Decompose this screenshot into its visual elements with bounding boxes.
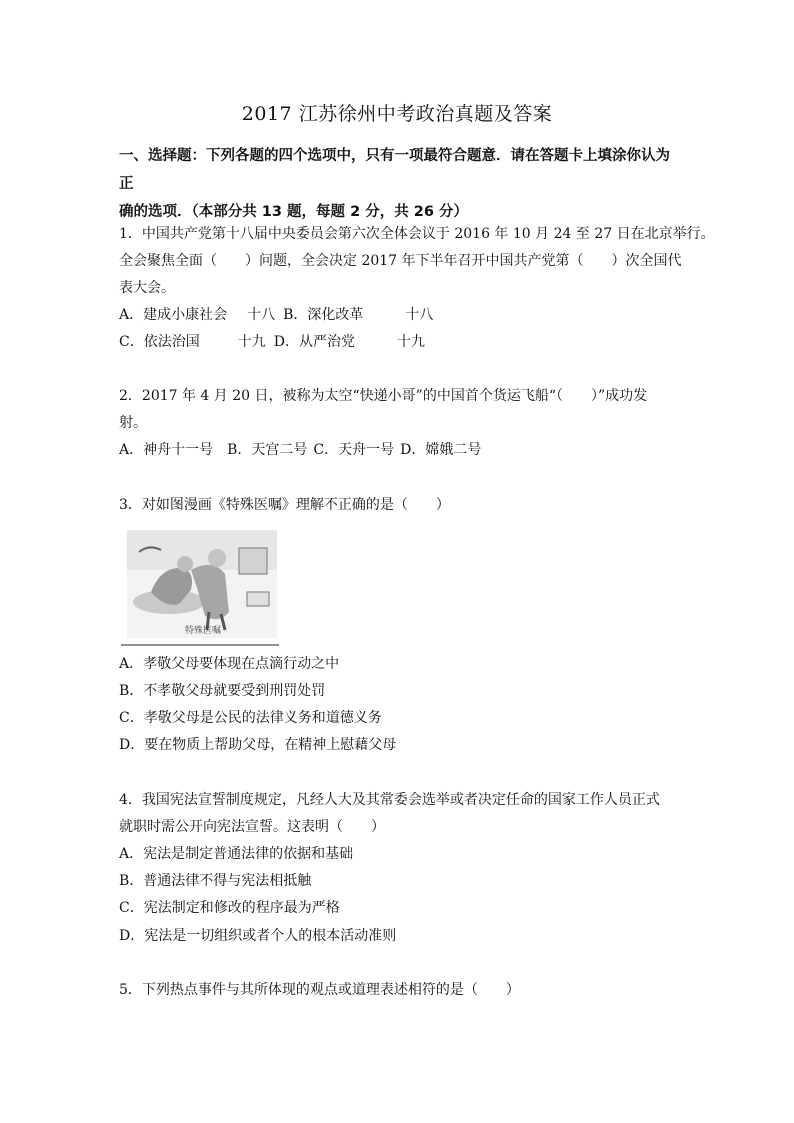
q2-option-a: A．神舟十一号 xyxy=(119,442,214,458)
q4-option-d: D．宪法是一切组织或者个人的根本活动准则 xyxy=(119,928,397,944)
q4-stem-line-1: 4．我国宪法宣誓制度规定，凡经人大及其常委会选举或者决定任命的国家工作人员正式 xyxy=(119,792,660,808)
section-heading-line-2: 确的选项．（本部分共 13 题，每题 2 分，共 26 分） xyxy=(119,204,468,220)
page-title: 2017 江苏徐州中考政治真题及答案 xyxy=(241,103,553,125)
q3-option-a: A．孝敬父母要体现在点滴行动之中 xyxy=(119,656,340,672)
q3-option-c: C．孝敬父母是公民的法律义务和道德义务 xyxy=(119,710,382,726)
section-heading-line-1: 一、选择题：下列各题的四个选项中，只有一项最符合题意．请在答题卡上填涂你认为正 xyxy=(119,148,670,192)
q1-option-b: B．深化改革 xyxy=(283,307,364,323)
q1-option-d-value: 十九 xyxy=(396,334,425,350)
q1-option-a: A．建成小康社会 xyxy=(119,307,228,323)
q1-options-row-2 xyxy=(119,332,425,352)
q1-stem-line-2: 全会聚焦全面（ ）问题，全会决定 2017 年下半年召开中国共产党第（ ）次全国代 xyxy=(119,253,682,269)
q2-option-c: C．天舟一号 xyxy=(313,442,395,458)
q1-option-c: C．依法治国 xyxy=(119,334,200,350)
q3-option-b: B．不孝敬父母就要受到刑罚处罚 xyxy=(119,683,326,699)
section-heading xyxy=(119,142,679,226)
comic-caption: 特殊医嘱 xyxy=(185,626,222,636)
q2-option-d: D．嫦娥二号 xyxy=(400,442,482,458)
q2-options-row xyxy=(119,440,481,460)
q1-option-a-value: 十八 xyxy=(247,307,276,323)
q2-stem-line-1: 2．2017 年 4 月 20 日，被称为太空“快递小哥”的中国首个货运飞船“（ ）”成功发 xyxy=(119,388,648,404)
comic-illustration xyxy=(121,528,279,646)
q3-option-d: D．要在物质上帮助父母，在精神上慰藉父母 xyxy=(119,737,397,753)
q1-stem-line-3: 表大会。 xyxy=(119,280,175,296)
q5-stem: 5．下列热点事件与其所体现的观点或道理表述相符的是（ ） xyxy=(119,982,520,998)
q1-option-b-value: 十八 xyxy=(405,307,434,323)
q4-stem-line-2: 就职时需公开向宪法宣誓。这表明（ ） xyxy=(119,819,385,835)
q2-option-b: B．天宫二号 xyxy=(227,442,308,458)
q4-option-b: B．普通法律不得与宪法相抵触 xyxy=(119,873,312,889)
q4-option-a: A．宪法是制定普通法律的依据和基础 xyxy=(119,846,354,862)
q1-option-d: D．从严治党 xyxy=(273,334,355,350)
q1-option-c-value: 十九 xyxy=(237,334,266,350)
q1-options-row-1 xyxy=(119,305,433,325)
q1-stem-line-1: 1．中国共产党第十八届中央委员会第六次全体会议于 2016 年 10 月 24 至 27 日在北京举行。 xyxy=(119,226,715,242)
q2-stem-line-2: 射。 xyxy=(119,415,147,431)
q4-option-c: C．宪法制定和修改的程序最为严格 xyxy=(119,900,340,916)
q3-stem: 3．对如图漫画《特殊医嘱》理解不正确的是（ ） xyxy=(119,497,450,513)
